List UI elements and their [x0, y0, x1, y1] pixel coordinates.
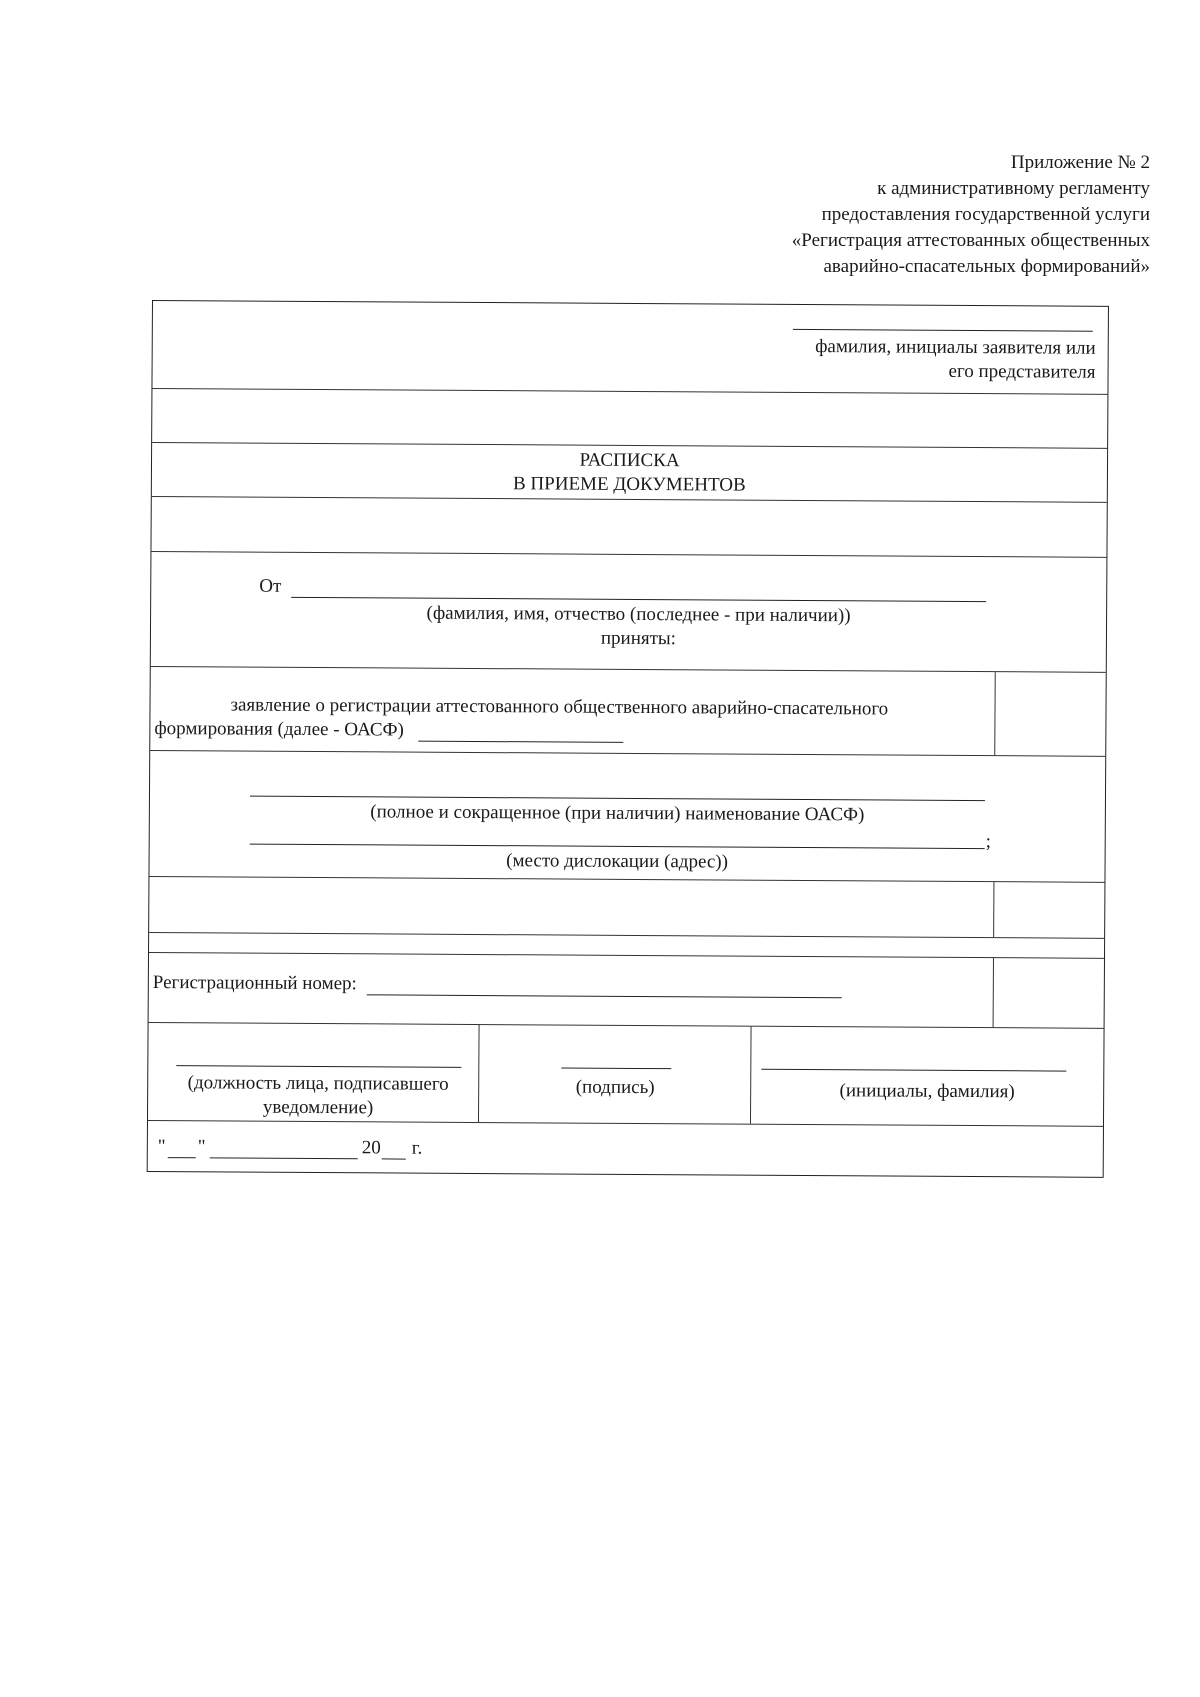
statement-line-1: заявление о регистрации аттестованного общественного аварийно-спасательного: [230, 694, 889, 720]
from-row: [151, 552, 1107, 673]
date-year-suffix: г.: [411, 1137, 423, 1159]
date-month-field[interactable]: [210, 1157, 358, 1159]
applicant-caption-1: фамилия, инициалы заявителя или: [815, 336, 1096, 359]
date-year-prefix: 20: [361, 1137, 381, 1159]
from-label: От: [259, 575, 282, 597]
registration-number-label: Регистрационный номер:: [152, 972, 357, 995]
initials-caption: (инициалы, фамилия): [839, 1080, 1015, 1103]
location-semicolon: ;: [985, 831, 992, 853]
appendix-number: Приложение № 2: [1010, 152, 1150, 173]
statement-number-field[interactable]: [418, 741, 623, 743]
blank-row-2: [151, 497, 1106, 558]
appendix-line-4: «Регистрация аттестованных общественных: [791, 230, 1150, 251]
initials-field[interactable]: [761, 1069, 1066, 1072]
appendix-header: [630, 150, 1150, 280]
appendix-line-5: аварийно-спасательных формирований»: [823, 256, 1150, 277]
statement-line-2: формирования (далее - ОАСФ): [154, 718, 404, 741]
date-year-field[interactable]: [382, 1158, 406, 1159]
date-row: [148, 1121, 1103, 1177]
accepted-label: приняты:: [600, 627, 677, 650]
oasf-location-caption: (место дислокации (адрес)): [506, 850, 729, 873]
document-subtitle: В ПРИЕМЕ ДОКУМЕНТОВ: [512, 473, 746, 496]
extra-document-row: [149, 877, 1104, 939]
extra-document-check-cell[interactable]: [993, 882, 1104, 938]
appendix-line-2: к административному регламенту: [877, 178, 1150, 199]
registration-check-cell[interactable]: [993, 958, 1104, 1028]
title-row: [152, 443, 1107, 503]
receipt-form: [147, 300, 1109, 1178]
oasf-details-row: [149, 751, 1105, 883]
position-caption-1: (должность лица, подписавшего: [187, 1072, 449, 1095]
initials-column: [750, 1027, 1104, 1126]
applicant-caption-2: его представителя: [948, 360, 1096, 383]
applicant-field[interactable]: [793, 329, 1093, 332]
date-quote-open: ": [157, 1136, 166, 1158]
from-caption: (фамилия, имя, отчество (последнее - при наличии)): [426, 602, 851, 627]
blank-row-1: [152, 389, 1107, 449]
signature-caption: (подпись): [575, 1076, 655, 1099]
document-title: РАСПИСКА: [579, 449, 680, 472]
date-quote-close: ": [197, 1136, 206, 1158]
date-day-field[interactable]: [168, 1157, 196, 1158]
statement-row: [150, 667, 1105, 757]
statement-check-cell[interactable]: [994, 672, 1106, 756]
registration-number-field[interactable]: [367, 994, 842, 998]
signature-field[interactable]: [561, 1068, 671, 1070]
signatures-row: [148, 1023, 1104, 1127]
position-caption-2: уведомление): [262, 1096, 374, 1119]
oasf-name-caption: (полное и сокращенное (при наличии) наименование ОАСФ): [370, 801, 865, 826]
registration-row: [149, 953, 1104, 1029]
signature-column: [478, 1025, 752, 1124]
position-field[interactable]: [176, 1065, 461, 1068]
appendix-line-3: предоставления государственной услуги: [821, 204, 1150, 225]
applicant-row: [152, 301, 1108, 395]
